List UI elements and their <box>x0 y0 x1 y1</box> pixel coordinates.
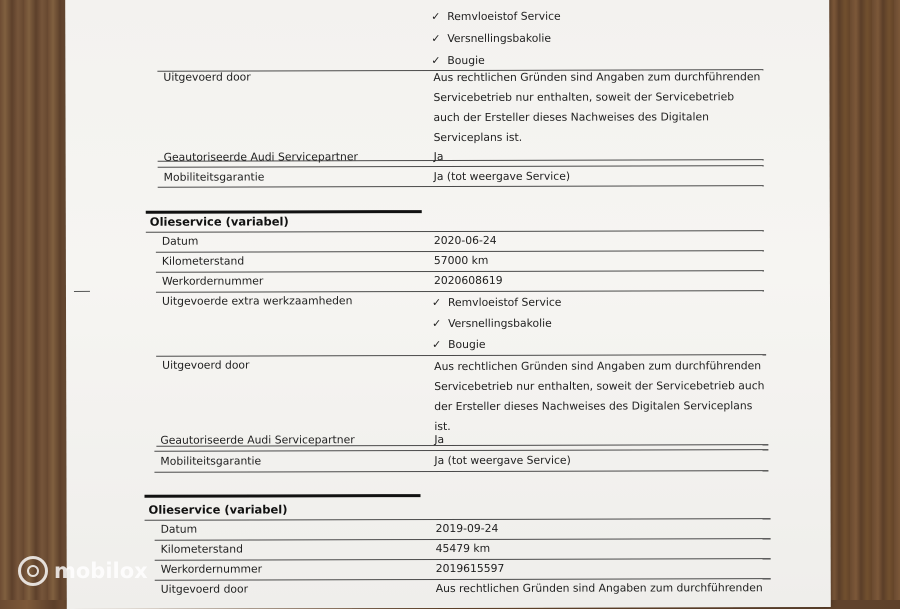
km-label-2019: Kilometerstand <box>160 542 244 556</box>
row-divider <box>155 578 771 581</box>
check-item-2020-2: ✓ Versnellingsbakolie <box>432 316 552 331</box>
row-divider <box>156 270 764 273</box>
watermark-text: mobilox <box>54 559 148 583</box>
partner-label-2020: Geautoriseerde Audi Servicepartner <box>160 433 355 447</box>
check-item-2020-1: ✓ Remvloeistof Service <box>431 295 562 310</box>
check-item-top-2: ✓ Versnellingsbakolie <box>431 31 551 46</box>
uitgevoerd-door-value-2019: Aus rechtlichen Gründen sind Angaben zum durchführenden <box>435 581 763 596</box>
uitgevoerd-door-value-2020: Aus rechtlichen Gründen sind Angaben zum durchführenden Servicebetrieb nur enthalten, soweit der Servicebetrieb auch der Ersteller dieses Nachweises des Digitalen Serviceplans ist. <box>434 359 765 434</box>
werkorder-label-2020: Werkordernummer <box>161 274 264 288</box>
check-icon: ✓ <box>432 338 442 352</box>
check-item-2020-3: ✓ Bougie <box>432 337 486 352</box>
row-divider <box>154 449 768 452</box>
row-divider <box>156 290 764 293</box>
km-label-2020: Kilometerstand <box>161 254 245 268</box>
check-icon: ✓ <box>431 32 441 46</box>
row-divider <box>158 165 764 168</box>
row-divider <box>155 558 771 561</box>
partner-label-top: Geautoriseerde Audi Servicepartner <box>163 150 358 164</box>
datum-value-2020: 2020-06-24 <box>433 233 497 248</box>
uitgevoerd-door-label-2019: Uitgevoerd door <box>160 582 249 596</box>
check-icon: ✓ <box>432 317 442 331</box>
mobilox-logo-icon <box>18 556 48 586</box>
section-title-2020: Olieservice (variabel) <box>149 214 289 229</box>
margin-mark <box>74 291 90 292</box>
watermark <box>18 556 148 586</box>
mobiliteit-value-top: Ja (tot weergave Service) <box>433 169 571 184</box>
row-divider <box>156 250 764 253</box>
section-header-bar <box>145 494 421 498</box>
werkorder-value-2020: 2020608619 <box>433 273 503 288</box>
row-divider <box>145 518 771 521</box>
datum-value-2019: 2019-09-24 <box>435 521 499 536</box>
werkorder-label-2019: Werkordernummer <box>160 562 263 576</box>
row-divider <box>155 538 771 541</box>
row-divider <box>158 185 764 188</box>
section-header-bar <box>146 210 422 214</box>
row-divider <box>154 470 768 473</box>
extra-werkzaamheden-label-2020: Uitgevoerde extra werkzaamheden <box>161 294 353 308</box>
uitgevoerd-door-label-top: Uitgevoerd door <box>163 70 251 84</box>
datum-label-2020: Datum <box>161 234 199 248</box>
partner-value-2020: Ja <box>434 433 445 447</box>
uitgevoerd-door-label-2020: Uitgevoerd door <box>162 358 250 372</box>
km-value-2020: 57000 km <box>433 253 489 268</box>
werkorder-value-2019: 2019615597 <box>435 561 505 576</box>
wood-background-left <box>0 0 68 600</box>
mobiliteit-label-top: Mobiliteitsgarantie <box>163 170 265 184</box>
km-value-2019: 45479 km <box>435 541 491 556</box>
check-item-top-1: ✓ Remvloeistof Service <box>431 9 561 24</box>
check-icon: ✓ <box>431 54 441 68</box>
datum-label-2019: Datum <box>160 522 198 536</box>
mobiliteit-label-2020: Mobiliteitsgarantie <box>160 454 262 468</box>
section-title-2019: Olieservice (variabel) <box>148 502 288 517</box>
check-icon: ✓ <box>431 10 441 24</box>
row-divider <box>146 230 764 233</box>
check-item-top-3: ✓ Bougie <box>431 53 485 68</box>
wood-background-right <box>828 0 900 600</box>
service-document-page <box>65 0 831 609</box>
check-icon: ✓ <box>431 296 442 310</box>
uitgevoerd-door-value-top: Aus rechtlichen Gründen sind Angaben zum durchführenden Servicebetrieb nur enthalten, soweit der Servicebetrieb auch der Ersteller dieses Nachweises des Digitalen Serviceplans ist. <box>433 70 761 145</box>
partner-value-top: Ja <box>433 150 444 164</box>
mobiliteit-value-2020: Ja (tot weergave Service) <box>434 453 571 468</box>
